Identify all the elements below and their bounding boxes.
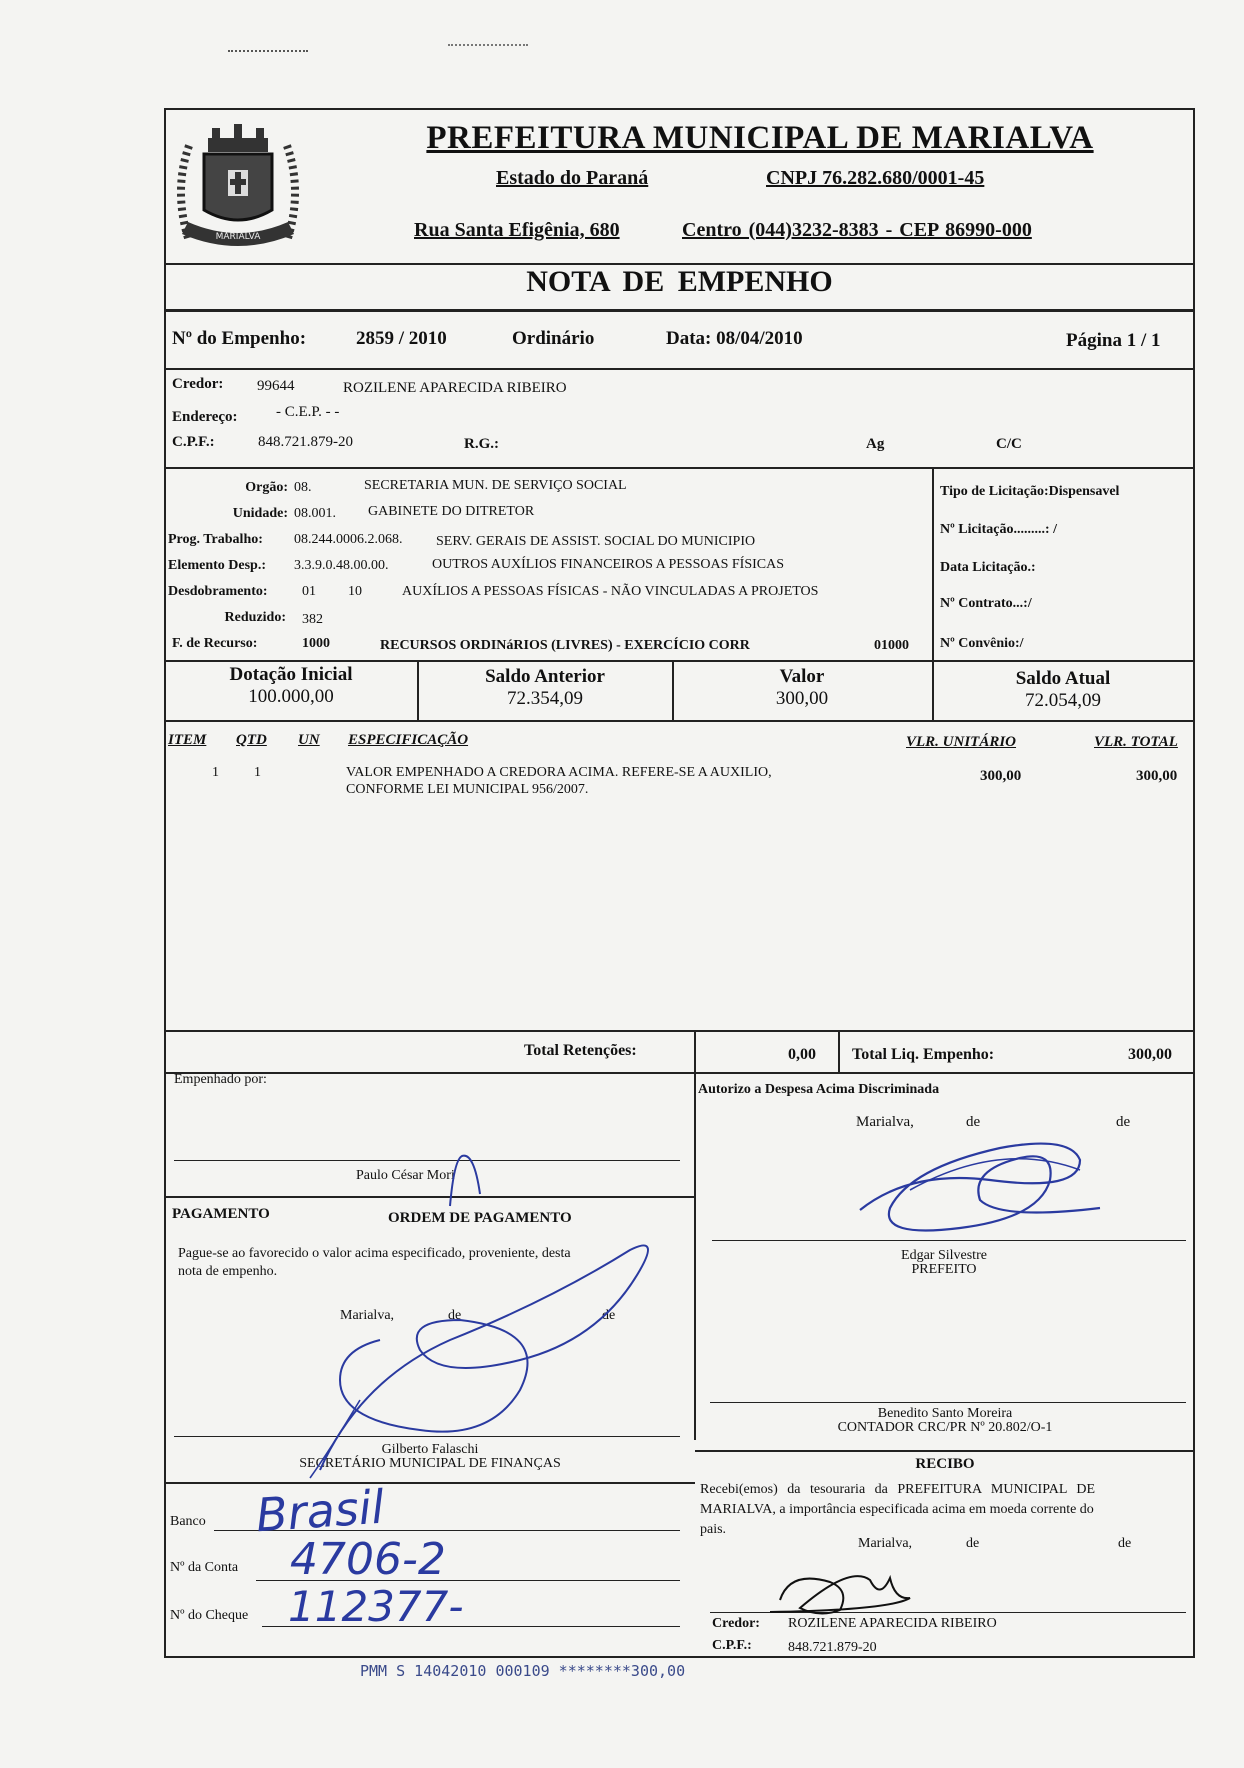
recibo-cpf-value: 848.721.879-20 [788,1640,877,1655]
unidade-label: Unidade: [232,506,288,521]
recibo-title: RECIBO [915,1456,975,1472]
autorizo-de1: de [966,1114,981,1130]
item-desc-line1: VALOR EMPENHADO A CREDORA ACIMA. REFERE-SE A AUXILIO, [346,765,772,780]
cpf-value: 848.721.879-20 [258,434,353,450]
signature-empenhado [440,1150,500,1210]
prog-trabalho-name: SERV. GERAIS DE ASSIST. SOCIAL DO MUNICIPIO [436,534,756,549]
recibo-credor-name: ROZILENE APARECIDA RIBEIRO [788,1616,997,1631]
col-qtd: QTD [236,732,267,748]
address-label: Rua Santa Efigênia, 680 [414,219,620,241]
municipality-title: PREFEITURA MUNICIPAL DE MARIALVA [426,120,1094,156]
recibo-text-line3: pais. [700,1522,727,1537]
recibo-text-line1: Recebi(emos) da tesouraria da PREFEITURA MUNICIPAL DE [700,1482,1096,1497]
pagamento-text-line2: nota de empenho. [178,1264,278,1279]
recurso-code2: 01000 [874,638,909,653]
empenho-type: Ordinário [512,328,595,349]
saldo-atual-label: Saldo Atual [1015,668,1111,689]
scan-marks [228,50,308,56]
total-retencoes-value: 0,00 [788,1046,816,1063]
ag-label: Ag [866,436,885,452]
address-field-label: Endereço: [172,409,238,425]
recurso-code: 1000 [302,636,330,651]
empenho-date: Data: 08/04/2010 [666,328,803,349]
credor-label: Credor: [172,376,224,392]
pagamento-place: Marialva, [340,1308,395,1323]
saldo-anterior-label: Saldo Anterior [485,666,605,687]
desdobramento-code2: 10 [348,584,362,599]
orgao-code: 08. [294,480,312,495]
autorizo-de2: de [1116,1114,1131,1130]
contact-label: Centro (044)3232-8383 - CEP 86990-000 [682,219,1032,241]
numero-convenio: Nº Convênio:/ [940,636,1024,651]
autorizo-place: Marialva, [856,1114,914,1130]
desdobramento-name: AUXÍLIOS A PESSOAS FÍSICAS - NÃO VINCULADAS A PROJETOS [402,584,819,599]
desdobramento-label: Desdobramento: [168,584,268,599]
secretario-role: SECRETÁRIO MUNICIPAL DE FINANÇAS [299,1456,561,1471]
banco-label: Banco [170,1514,206,1529]
state-label: Estado do Paraná [496,167,649,189]
prefeito-role: PREFEITO [911,1262,977,1277]
empenho-number: 2859 / 2010 [356,328,447,349]
desdobramento-code1: 01 [302,584,316,599]
cpf-label: C.P.F.: [172,434,215,450]
recibo-cpf-label: C.P.F.: [712,1638,752,1653]
col-un: UN [298,732,320,748]
contador-role: CONTADOR CRC/PR Nº 20.802/O-1 [837,1420,1053,1435]
secretario-name: Gilberto Falaschi [381,1442,479,1457]
reduzido-code: 382 [302,612,323,627]
recibo-de2: de [1118,1536,1132,1551]
col-vlr-total: VLR. TOTAL [1094,734,1178,750]
cnpj-label: CNPJ 76.282.680/0001-45 [766,167,985,189]
col-item: ITEM [168,732,207,748]
valor-value: 300,00 [775,688,829,709]
prog-trabalho-code: 08.244.0006.2.068. [294,532,403,547]
page-number: Página 1 / 1 [1066,330,1161,351]
recibo-credor-label: Credor: [712,1616,760,1631]
recibo-de1: de [966,1536,980,1551]
document-title: NOTA DE EMPENHO [526,265,833,298]
elemento-name: OUTROS AUXÍLIOS FINANCEIROS A PESSOAS FÍSICAS [432,557,785,572]
unidade-name: GABINETE DO DITRETOR [368,504,535,519]
cheque-label: Nº do Cheque [170,1608,249,1623]
elemento-code: 3.3.9.0.48.00.00. [294,558,389,573]
item-qtd: 1 [254,765,261,780]
tipo-licitacao: Tipo de Licitação:Dispensavel [940,484,1120,499]
rg-label: R.G.: [464,436,499,452]
pagamento-title: PAGAMENTO [172,1206,270,1222]
unidade-code: 08.001. [294,506,336,521]
empenhado-por-label: Empenhado por: [174,1072,267,1087]
orgao-name: SECRETARIA MUN. DE SERVIÇO SOCIAL [364,478,627,493]
pagamento-de2: de [602,1308,616,1323]
signature-secretario [300,1230,700,1480]
credor-name: ROZILENE APARECIDA RIBEIRO [343,380,567,396]
recibo-text-line2: MARIALVA, a importância especificada acima em moeda corrente do [700,1502,1094,1517]
prog-trabalho-label: Prog. Trabalho: [168,532,263,547]
orgao-label: Orgão: [245,480,288,495]
signature-credor [760,1560,940,1620]
pagamento-de1: de [448,1308,462,1323]
item-number: 1 [212,765,219,780]
recurso-name: RECURSOS ORDINáRIOS (LIVRES) - EXERCÍCIO CORR [380,638,750,653]
col-vlr-unitario: VLR. UNITÁRIO [906,734,1017,750]
conta-value: 4706-2 [290,1534,446,1585]
svg-text:MARIALVA: MARIALVA [215,232,261,242]
address-value: - C.E.P. - - [276,404,340,420]
total-retencoes-label: Total Retenções: [524,1042,637,1059]
dotacao-label: Dotação Inicial [229,664,353,685]
contador-name: Benedito Santo Moreira [877,1406,1013,1421]
prefeito-name: Edgar Silvestre [901,1248,987,1263]
scan-marks [448,44,528,50]
numero-contrato: Nº Contrato...:/ [940,596,1032,611]
banco-value: Brasil [254,1479,386,1543]
autorizo-title: Autorizo a Despesa Acima Discriminada [698,1082,940,1097]
elemento-label: Elemento Desp.: [168,558,266,573]
cc-label: C/C [996,436,1022,452]
item-total-value: 300,00 [1136,768,1178,784]
total-liquido-label: Total Liq. Empenho: [852,1046,995,1063]
machine-stamp: PMM S 14042010 000109 ********300,00 [360,1662,686,1680]
credor-code: 99644 [257,378,295,394]
saldo-atual-value: 72.054,09 [1025,690,1101,711]
coat-of-arms-logo [168,118,308,258]
numero-licitacao: Nº Licitação.........: / [940,522,1057,537]
pagamento-text-line1: Pague-se ao favorecido o valor acima especificado, proveniente, desta [178,1246,571,1261]
recurso-label: F. de Recurso: [172,636,258,651]
item-unit-value: 300,00 [980,768,1022,784]
total-liquido-value: 300,00 [1128,1046,1172,1063]
dotacao-value: 100.000,00 [248,686,334,707]
conta-label: Nº da Conta [170,1560,239,1575]
table-row [166,760,1192,804]
empenhado-por-name: Paulo César Mori [356,1168,455,1183]
cheque-value: 112377- [288,1582,464,1631]
data-licitacao: Data Licitação.: [940,560,1036,575]
item-desc-line2: CONFORME LEI MUNICIPAL 956/2007. [346,782,589,797]
empenho-number-label: Nº do Empenho: [172,328,307,349]
signature-prefeito [850,1130,1130,1250]
reduzido-label: Reduzido: [224,610,286,625]
recibo-place: Marialva, [858,1536,913,1551]
saldo-anterior-value: 72.354,09 [507,688,583,709]
ordem-pagamento-title: ORDEM DE PAGAMENTO [388,1210,572,1226]
valor-label: Valor [779,666,825,687]
col-especificacao: ESPECIFICAÇÃO [348,732,469,748]
